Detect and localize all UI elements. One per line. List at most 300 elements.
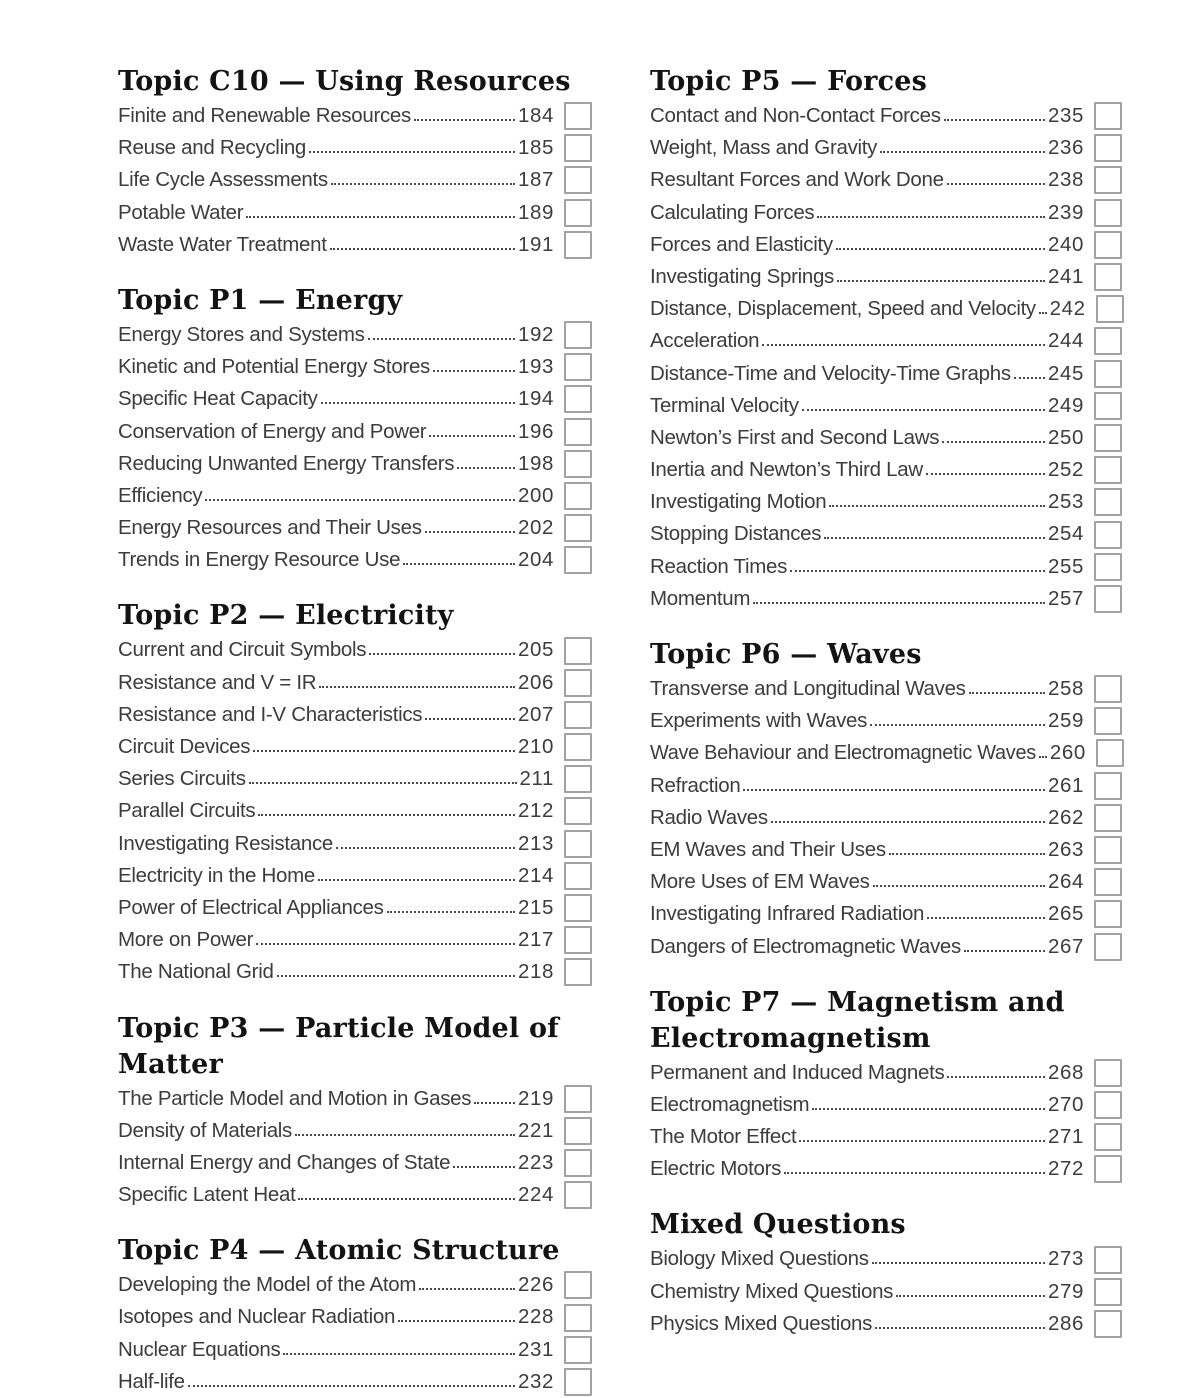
toc-entry-row xyxy=(650,1089,1122,1121)
entry-checkbox[interactable] xyxy=(564,1304,592,1332)
entry-checkbox[interactable] xyxy=(1094,231,1122,259)
dot-leader xyxy=(824,537,1045,539)
entry-page-number: 272 xyxy=(1047,1157,1084,1181)
dot-leader xyxy=(319,686,515,688)
toc-entry-row xyxy=(650,390,1122,422)
dot-leader xyxy=(398,1320,515,1322)
dot-leader xyxy=(414,119,515,121)
entry-label: Nuclear Equations xyxy=(118,1337,281,1361)
section-title: Topic P1 — Energy xyxy=(118,284,403,316)
entry-page-number: 260 xyxy=(1049,741,1086,765)
dot-leader xyxy=(453,1166,515,1168)
entry-page-number: 279 xyxy=(1047,1279,1084,1303)
entry-checkbox[interactable] xyxy=(564,450,592,478)
section-title: Topic C10 — Using Resources xyxy=(118,66,571,97)
entry-label: More on Power xyxy=(118,928,254,952)
toc-entry-row xyxy=(118,924,592,956)
entry-checkbox[interactable] xyxy=(1094,836,1122,864)
toc-entry-row xyxy=(650,1057,1122,1089)
entry-checkbox[interactable] xyxy=(1094,933,1122,961)
entry-label: Energy Resources and Their Uses xyxy=(118,516,422,540)
entry-checkbox[interactable] xyxy=(564,733,592,761)
entry-page-number: 219 xyxy=(517,1086,554,1110)
dot-leader xyxy=(880,151,1045,153)
dot-leader xyxy=(944,119,1045,121)
entry-checkbox[interactable] xyxy=(564,482,592,510)
toc-columns xyxy=(118,64,1122,1398)
entry-checkbox[interactable] xyxy=(564,514,592,542)
toc-entry-row xyxy=(118,763,592,795)
entry-checkbox[interactable] xyxy=(1096,739,1124,767)
dot-leader xyxy=(309,151,515,153)
dot-leader xyxy=(457,467,515,469)
toc-entry-row xyxy=(650,866,1122,898)
entry-label: The National Grid xyxy=(118,960,274,984)
entry-page-number: 228 xyxy=(517,1305,554,1329)
entry-checkbox[interactable] xyxy=(1094,1123,1122,1151)
toc-entry-row xyxy=(650,1153,1122,1185)
dot-leader xyxy=(799,1140,1045,1142)
entry-label: Experiments with Waves xyxy=(650,709,868,733)
entry-label: Momentum xyxy=(650,586,751,610)
toc-entry-row xyxy=(650,518,1122,550)
dot-leader xyxy=(969,692,1045,694)
dot-leader xyxy=(425,718,515,720)
entry-label: Wave Behaviour and Electromagnetic Waves xyxy=(650,741,1036,765)
entry-page-number: 267 xyxy=(1047,934,1084,958)
toc-entry-row xyxy=(118,512,592,544)
toc-entry-row xyxy=(118,319,592,351)
entry-label: Efficiency xyxy=(118,483,203,507)
entry-page-number: 242 xyxy=(1049,297,1086,321)
entry-checkbox[interactable] xyxy=(564,1085,592,1113)
entry-page-number: 249 xyxy=(1047,393,1084,417)
entry-label: Physics Mixed Questions xyxy=(650,1311,873,1335)
entry-checkbox[interactable] xyxy=(1094,360,1122,388)
entry-label: Inertia and Newton’s Third Law xyxy=(650,458,923,482)
section-title: Topic P5 — Forces xyxy=(650,66,928,97)
entry-label: The Motor Effect xyxy=(650,1125,797,1149)
toc-entry-row xyxy=(650,100,1122,132)
entry-label: Investigating Springs xyxy=(650,264,835,288)
dot-leader xyxy=(330,248,515,250)
entry-page-number: 213 xyxy=(517,831,554,855)
entry-checkbox[interactable] xyxy=(564,862,592,890)
dot-leader xyxy=(927,917,1045,919)
dot-leader xyxy=(249,782,517,784)
section-entry-list xyxy=(650,1057,1122,1186)
toc-entry-row xyxy=(650,1121,1122,1153)
entry-page-number: 239 xyxy=(1047,200,1084,224)
entry-label: Weight, Mass and Gravity xyxy=(650,136,878,160)
entry-page-number: 271 xyxy=(1047,1125,1084,1149)
entry-label: Life Cycle Assessments xyxy=(118,168,328,192)
entry-page-number: 236 xyxy=(1047,136,1084,160)
entry-checkbox[interactable] xyxy=(564,546,592,574)
entry-checkbox[interactable] xyxy=(564,958,592,986)
dot-leader xyxy=(429,435,515,437)
toc-entry-row xyxy=(650,1308,1122,1340)
section-title: Topic P6 — Waves xyxy=(650,639,922,670)
entry-label: Investigating Resistance xyxy=(118,831,334,855)
entry-checkbox[interactable] xyxy=(1094,553,1122,581)
toc-section xyxy=(118,64,592,261)
entry-checkbox[interactable] xyxy=(564,701,592,729)
entry-label: Internal Energy and Changes of State xyxy=(118,1150,451,1174)
dot-leader xyxy=(331,183,515,185)
entry-checkbox[interactable] xyxy=(1094,456,1122,484)
toc-entry-row xyxy=(650,1243,1122,1275)
section-entry-list xyxy=(650,673,1122,963)
toc-entry-row xyxy=(118,164,592,196)
section-entry-list xyxy=(118,319,592,577)
entry-checkbox[interactable] xyxy=(564,797,592,825)
entry-checkbox[interactable] xyxy=(1094,772,1122,800)
entry-checkbox[interactable] xyxy=(1096,295,1124,323)
entry-label: Investigating Motion xyxy=(650,490,827,514)
entry-page-number: 261 xyxy=(1047,773,1084,797)
entry-page-number: 244 xyxy=(1047,329,1084,353)
dot-leader xyxy=(875,1327,1045,1329)
entry-page-number: 268 xyxy=(1047,1060,1084,1084)
entry-page-number: 265 xyxy=(1047,902,1084,926)
entry-checkbox[interactable] xyxy=(1094,424,1122,452)
entry-checkbox[interactable] xyxy=(564,199,592,227)
toc-entry-row xyxy=(118,416,592,448)
entry-checkbox[interactable] xyxy=(1094,900,1122,928)
entry-label: Kinetic and Potential Energy Stores xyxy=(118,355,430,379)
entry-page-number: 238 xyxy=(1047,168,1084,192)
entry-checkbox[interactable] xyxy=(564,418,592,446)
dot-leader xyxy=(1039,312,1047,314)
dot-leader xyxy=(942,441,1045,443)
entry-page-number: 250 xyxy=(1047,425,1084,449)
toc-section xyxy=(650,1207,1122,1340)
entry-label: Circuit Devices xyxy=(118,735,251,758)
entry-page-number: 210 xyxy=(517,735,554,758)
entry-page-number: 273 xyxy=(1047,1247,1084,1271)
entry-page-number: 258 xyxy=(1047,677,1084,700)
entry-label: Specific Heat Capacity xyxy=(118,387,318,411)
entry-checkbox[interactable] xyxy=(564,1368,592,1396)
entry-page-number: 194 xyxy=(517,387,554,411)
dot-leader xyxy=(205,499,515,501)
dot-leader xyxy=(369,653,515,655)
toc-entry-row xyxy=(650,132,1122,164)
entry-label: Current and Circuit Symbols xyxy=(118,638,367,662)
entry-checkbox[interactable] xyxy=(1094,585,1122,613)
dot-leader xyxy=(896,1295,1045,1297)
toc-entry-row xyxy=(650,898,1122,930)
dot-leader xyxy=(403,563,515,565)
dot-leader xyxy=(762,344,1045,346)
entry-page-number: 206 xyxy=(517,670,554,694)
toc-entry-row xyxy=(118,1147,592,1179)
dot-leader xyxy=(425,531,515,533)
entry-checkbox[interactable] xyxy=(564,1149,592,1177)
toc-entry-row xyxy=(650,293,1122,325)
entry-page-number: 193 xyxy=(517,355,554,379)
toc-entry-row xyxy=(118,229,592,261)
dot-leader xyxy=(790,570,1045,572)
dot-leader xyxy=(277,975,515,977)
toc-entry-row xyxy=(118,448,592,480)
dot-leader xyxy=(829,505,1045,507)
entry-page-number: 286 xyxy=(1047,1311,1084,1335)
dot-leader xyxy=(926,473,1045,475)
entry-page-number: 263 xyxy=(1047,837,1084,861)
dot-leader xyxy=(336,847,515,849)
entry-label: The Particle Model and Motion in Gases xyxy=(118,1086,472,1110)
entry-page-number: 205 xyxy=(517,638,554,662)
entry-checkbox[interactable] xyxy=(564,1117,592,1145)
toc-entry-row xyxy=(118,100,592,132)
dot-leader xyxy=(743,789,1045,791)
entry-checkbox[interactable] xyxy=(1094,675,1122,703)
entry-label: Electricity in the Home xyxy=(118,863,316,887)
entry-checkbox[interactable] xyxy=(564,669,592,697)
entry-checkbox[interactable] xyxy=(1094,868,1122,896)
section-title: Mixed Questions xyxy=(650,1209,906,1241)
entry-label: Transverse and Longitudinal Waves xyxy=(650,677,966,700)
entry-checkbox[interactable] xyxy=(564,321,592,349)
toc-entry-row xyxy=(118,1115,592,1147)
entry-checkbox[interactable] xyxy=(1094,1310,1122,1338)
entry-checkbox[interactable] xyxy=(1094,707,1122,735)
entry-label: Density of Materials xyxy=(118,1118,293,1142)
toc-entry-row xyxy=(650,454,1122,486)
entry-checkbox[interactable] xyxy=(1094,392,1122,420)
section-title: Topic P3 — Particle Model of Matter xyxy=(118,1012,560,1080)
entry-label: Energy Stores and Systems xyxy=(118,322,365,346)
entry-label: Investigating Infrared Radiation xyxy=(650,902,925,926)
toc-entry-row xyxy=(118,731,592,763)
entry-label: Forces and Elasticity xyxy=(650,232,833,256)
entry-checkbox[interactable] xyxy=(1094,1091,1122,1119)
entry-page-number: 217 xyxy=(517,928,554,952)
entry-page-number: 198 xyxy=(517,451,554,475)
toc-section xyxy=(118,283,592,577)
toc-entry-row xyxy=(650,705,1122,737)
toc-entry-row xyxy=(118,1269,592,1301)
section-entry-list xyxy=(118,1083,592,1212)
toc-entry-row xyxy=(118,197,592,229)
dot-leader xyxy=(812,1108,1045,1110)
toc-section xyxy=(118,598,592,988)
dot-leader xyxy=(321,402,515,404)
toc-entry-row xyxy=(118,132,592,164)
entry-checkbox[interactable] xyxy=(564,231,592,259)
entry-page-number: 215 xyxy=(517,895,554,919)
dot-leader xyxy=(368,338,515,340)
entry-checkbox[interactable] xyxy=(1094,804,1122,832)
dot-leader xyxy=(753,602,1045,604)
entry-checkbox[interactable] xyxy=(1094,1278,1122,1306)
entry-page-number: 200 xyxy=(517,483,554,507)
entry-checkbox[interactable] xyxy=(1094,1246,1122,1274)
entry-page-number: 259 xyxy=(1047,709,1084,733)
dot-leader xyxy=(253,750,515,752)
entry-checkbox[interactable] xyxy=(564,102,592,130)
dot-leader xyxy=(246,216,515,218)
entry-page-number: 211 xyxy=(519,767,554,791)
entry-page-number: 264 xyxy=(1047,870,1084,894)
entry-page-number: 202 xyxy=(517,516,554,540)
entry-label: Newton’s First and Second Laws xyxy=(650,425,940,449)
entry-label: Acceleration xyxy=(650,329,760,353)
entry-checkbox[interactable] xyxy=(564,134,592,162)
section-entry-list xyxy=(118,634,592,988)
toc-entry-row xyxy=(650,737,1122,769)
section-title: Topic P7 — Magnetism and Electromagnetism xyxy=(650,986,1065,1054)
entry-page-number: 262 xyxy=(1047,805,1084,829)
entry-checkbox[interactable] xyxy=(564,637,592,665)
entry-checkbox[interactable] xyxy=(564,353,592,381)
entry-checkbox[interactable] xyxy=(1094,488,1122,516)
dot-leader xyxy=(872,1262,1045,1264)
dot-leader xyxy=(474,1102,515,1104)
entry-label: Resistance and I-V Characteristics xyxy=(118,702,423,726)
dot-leader xyxy=(318,879,515,881)
entry-page-number: 221 xyxy=(517,1118,554,1142)
entry-label: Specific Latent Heat xyxy=(118,1183,296,1207)
toc-entry-row xyxy=(118,1366,592,1398)
toc-left-column xyxy=(118,64,592,1398)
dot-leader xyxy=(387,911,515,913)
entry-page-number: 235 xyxy=(1047,104,1084,127)
entry-label: Terminal Velocity xyxy=(650,393,799,417)
dot-leader xyxy=(870,724,1045,726)
toc-entry-row xyxy=(118,1083,592,1115)
entry-checkbox[interactable] xyxy=(1094,134,1122,162)
toc-entry-row xyxy=(118,351,592,383)
entry-checkbox[interactable] xyxy=(1094,521,1122,549)
entry-label: Dangers of Electromagnetic Waves xyxy=(650,934,961,958)
toc-entry-row xyxy=(118,892,592,924)
entry-checkbox[interactable] xyxy=(1094,327,1122,355)
toc-entry-row xyxy=(650,931,1122,963)
dot-leader xyxy=(1039,756,1047,758)
dot-leader xyxy=(889,853,1045,855)
dot-leader xyxy=(419,1288,515,1290)
toc-entry-row xyxy=(650,325,1122,357)
entry-checkbox[interactable] xyxy=(564,385,592,413)
toc-entry-row xyxy=(118,544,592,576)
dot-leader xyxy=(771,821,1045,823)
entry-page-number: 192 xyxy=(517,322,554,346)
entry-checkbox[interactable] xyxy=(564,1271,592,1299)
toc-section xyxy=(650,985,1122,1186)
entry-checkbox[interactable] xyxy=(564,926,592,954)
entry-label: Electric Motors xyxy=(650,1157,782,1181)
entry-checkbox[interactable] xyxy=(1094,166,1122,194)
toc-entry-row xyxy=(650,229,1122,261)
entry-checkbox[interactable] xyxy=(564,1336,592,1364)
entry-label: Potable Water xyxy=(118,200,244,224)
entry-page-number: 207 xyxy=(517,702,554,726)
toc-entry-row xyxy=(118,1334,592,1366)
entry-label: More Uses of EM Waves xyxy=(650,870,870,894)
entry-label: Distance-Time and Velocity-Time Graphs xyxy=(650,361,1011,385)
entry-page-number: 257 xyxy=(1047,586,1084,610)
entry-checkbox[interactable] xyxy=(1094,1155,1122,1183)
entry-checkbox[interactable] xyxy=(564,765,592,793)
toc-entry-row xyxy=(650,770,1122,802)
entry-checkbox[interactable] xyxy=(1094,263,1122,291)
toc-entry-row xyxy=(118,860,592,892)
entry-page-number: 185 xyxy=(517,136,554,160)
toc-entry-row xyxy=(650,422,1122,454)
dot-leader xyxy=(1014,377,1045,379)
entry-page-number: 204 xyxy=(517,548,554,572)
entry-page-number: 191 xyxy=(517,232,554,256)
entry-label: Permanent and Induced Magnets xyxy=(650,1060,945,1084)
entry-page-number: 270 xyxy=(1047,1092,1084,1116)
entry-label: Parallel Circuits xyxy=(118,799,256,823)
section-title: Topic P2 — Electricity xyxy=(118,600,454,632)
entry-page-number: 252 xyxy=(1047,458,1084,482)
toc-entry-row xyxy=(118,1179,592,1211)
dot-leader xyxy=(295,1134,515,1136)
entry-checkbox[interactable] xyxy=(564,166,592,194)
dot-leader xyxy=(802,409,1045,411)
dot-leader xyxy=(947,1076,1045,1078)
entry-label: Resultant Forces and Work Done xyxy=(650,168,944,192)
entry-page-number: 212 xyxy=(517,799,554,823)
toc-entry-row xyxy=(650,261,1122,293)
entry-label: Chemistry Mixed Questions xyxy=(650,1279,894,1303)
entry-label: Power of Electrical Appliances xyxy=(118,895,384,919)
dot-leader xyxy=(188,1385,515,1387)
dot-leader xyxy=(817,216,1045,218)
toc-entry-row xyxy=(118,699,592,731)
dot-leader xyxy=(433,370,515,372)
dot-leader xyxy=(873,885,1045,887)
entry-label: Calculating Forces xyxy=(650,200,815,224)
toc-entry-row xyxy=(118,795,592,827)
toc-section xyxy=(650,64,1122,615)
toc-right-column xyxy=(650,64,1122,1398)
entry-checkbox[interactable] xyxy=(564,1181,592,1209)
entry-page-number: 232 xyxy=(517,1369,554,1393)
toc-entry-row xyxy=(650,551,1122,583)
toc-section xyxy=(118,1233,592,1398)
section-entry-list xyxy=(650,100,1122,615)
entry-checkbox[interactable] xyxy=(1094,199,1122,227)
entry-label: Reaction Times xyxy=(650,554,788,578)
entry-page-number: 224 xyxy=(517,1183,554,1207)
toc-section xyxy=(118,1011,592,1212)
entry-label: Finite and Renewable Resources xyxy=(118,104,411,127)
entry-page-number: 253 xyxy=(1047,490,1084,514)
entry-label: EM Waves and Their Uses xyxy=(650,837,886,861)
entry-page-number: 218 xyxy=(517,960,554,984)
entry-checkbox[interactable] xyxy=(1094,102,1122,130)
entry-label: Stopping Distances xyxy=(650,522,822,546)
entry-checkbox[interactable] xyxy=(564,830,592,858)
section-entry-list xyxy=(118,1269,592,1398)
entry-label: Reducing Unwanted Energy Transfers xyxy=(118,451,455,475)
dot-leader xyxy=(836,248,1045,250)
entry-checkbox[interactable] xyxy=(564,894,592,922)
entry-label: Isotopes and Nuclear Radiation xyxy=(118,1305,396,1329)
dot-leader xyxy=(837,280,1045,282)
entry-page-number: 231 xyxy=(517,1337,554,1361)
entry-page-number: 240 xyxy=(1047,232,1084,256)
entry-checkbox[interactable] xyxy=(1094,1059,1122,1087)
entry-label: Electromagnetism xyxy=(650,1092,810,1116)
entry-label: Waste Water Treatment xyxy=(118,232,327,256)
